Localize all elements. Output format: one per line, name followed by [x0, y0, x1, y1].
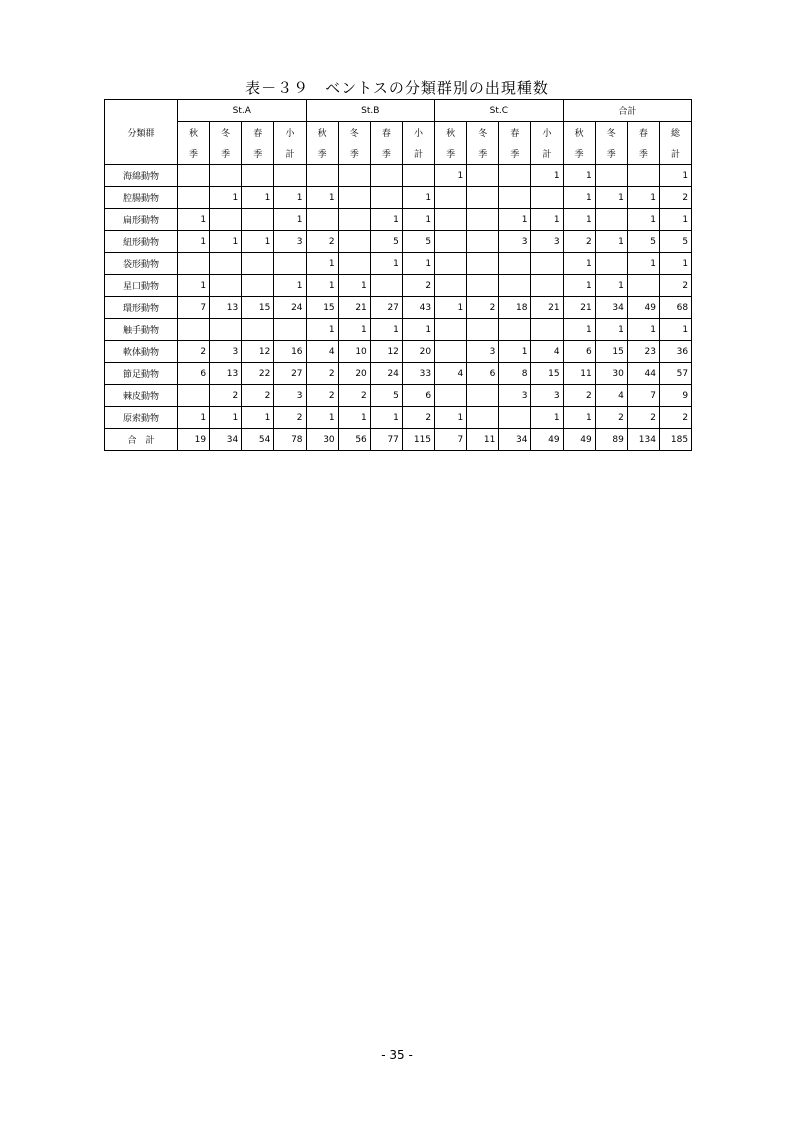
table-cell: 27: [370, 297, 402, 319]
table-cell: 33: [402, 363, 434, 385]
table-cell: 44: [627, 363, 659, 385]
table-cell: [178, 187, 210, 209]
table-cell: 1: [595, 231, 627, 253]
table-cell: 1: [210, 407, 242, 429]
table-cell: 1: [242, 187, 274, 209]
row-label: 棘皮動物: [105, 385, 178, 407]
table-cell: [242, 165, 274, 187]
table-row: [105, 319, 692, 341]
row-label-header: 分類群: [105, 100, 178, 165]
table-cell: 3: [274, 385, 306, 407]
table-cell: 3: [210, 341, 242, 363]
table-cell: [499, 187, 531, 209]
table-cell: [274, 165, 306, 187]
table-row: [105, 253, 692, 275]
season-header: 小: [274, 122, 306, 144]
table-cell: 3: [499, 231, 531, 253]
table-cell: 1: [210, 187, 242, 209]
table-cell: 1: [370, 253, 402, 275]
table-cell: 30: [306, 429, 338, 451]
table-cell: 2: [338, 385, 370, 407]
table-cell: 23: [627, 341, 659, 363]
table-cell: 6: [178, 363, 210, 385]
table-cell: 1: [595, 187, 627, 209]
table-cell: 3: [531, 385, 563, 407]
table-cell: 3: [499, 385, 531, 407]
table-cell: 3: [531, 231, 563, 253]
table-cell: 3: [274, 231, 306, 253]
table-cell: 27: [274, 363, 306, 385]
table-cell: [435, 209, 467, 231]
table-cell: [210, 209, 242, 231]
table-cell: 1: [531, 209, 563, 231]
season-header: 季: [595, 143, 627, 165]
season-header: 冬: [338, 122, 370, 144]
table-cell: 1: [370, 319, 402, 341]
table-cell: 10: [338, 341, 370, 363]
row-label: 節足動物: [105, 363, 178, 385]
table-cell: 1: [499, 341, 531, 363]
group-header: St.A: [178, 100, 307, 122]
table-cell: [242, 275, 274, 297]
table-cell: 21: [338, 297, 370, 319]
table-cell: 1: [338, 407, 370, 429]
group-header: 合計: [563, 100, 692, 122]
table-cell: 22: [242, 363, 274, 385]
season-header: 小: [531, 122, 563, 144]
table-cell: [210, 165, 242, 187]
table-cell: 1: [563, 187, 595, 209]
table-cell: 5: [370, 231, 402, 253]
table-cell: [467, 231, 499, 253]
table-cell: [435, 385, 467, 407]
table-cell: [435, 275, 467, 297]
table-row: [105, 363, 692, 385]
table-cell: 1: [338, 275, 370, 297]
table-cell: [595, 253, 627, 275]
table-cell: [338, 231, 370, 253]
table-cell: 1: [659, 319, 691, 341]
table-cell: [499, 407, 531, 429]
table-row: [105, 165, 692, 187]
table-cell: [370, 275, 402, 297]
table-cell: [499, 275, 531, 297]
table-cell: 34: [499, 429, 531, 451]
table-cell: 2: [467, 297, 499, 319]
table-cell: 34: [210, 429, 242, 451]
row-label: 袋形動物: [105, 253, 178, 275]
table-cell: [499, 319, 531, 341]
row-label: 環形動物: [105, 297, 178, 319]
row-label: 紐形動物: [105, 231, 178, 253]
table-cell: 6: [402, 385, 434, 407]
table-cell: 1: [659, 165, 691, 187]
table-cell: [467, 253, 499, 275]
table-cell: 15: [242, 297, 274, 319]
table-cell: [435, 231, 467, 253]
row-label: 軟体動物: [105, 341, 178, 363]
table-cell: [338, 209, 370, 231]
season-header: 春: [370, 122, 402, 144]
season-header: 総: [659, 122, 691, 144]
table-cell: [370, 165, 402, 187]
table-cell: 11: [563, 363, 595, 385]
table-cell: 19: [178, 429, 210, 451]
table-cell: 4: [531, 341, 563, 363]
table-cell: [627, 275, 659, 297]
table-cell: [467, 407, 499, 429]
table-cell: 18: [499, 297, 531, 319]
table-cell: 13: [210, 297, 242, 319]
table-cell: [595, 165, 627, 187]
group-header: St.C: [435, 100, 564, 122]
season-header: 春: [242, 122, 274, 144]
table-cell: [467, 209, 499, 231]
table-cell: 1: [563, 165, 595, 187]
table-cell: 8: [499, 363, 531, 385]
table-cell: 1: [563, 253, 595, 275]
season-header: 小: [402, 122, 434, 144]
table-cell: 1: [402, 253, 434, 275]
table-cell: 1: [178, 407, 210, 429]
table-cell: [467, 385, 499, 407]
season-header: 計: [531, 143, 563, 165]
table-cell: [467, 319, 499, 341]
table-cell: 1: [306, 319, 338, 341]
table-cell: [595, 209, 627, 231]
table-cell: [370, 187, 402, 209]
table-cell: [435, 253, 467, 275]
season-header: 季: [435, 143, 467, 165]
table-cell: 7: [178, 297, 210, 319]
table-cell: 2: [242, 385, 274, 407]
table-cell: 1: [563, 407, 595, 429]
table-cell: 1: [306, 407, 338, 429]
table-cell: 1: [402, 319, 434, 341]
page-number: - 35 -: [381, 1048, 413, 1062]
table-cell: 3: [467, 341, 499, 363]
season-header: 季: [627, 143, 659, 165]
group-header: St.B: [306, 100, 435, 122]
table-cell: 89: [595, 429, 627, 451]
season-header: 計: [402, 143, 434, 165]
season-header: 季: [210, 143, 242, 165]
table-cell: 54: [242, 429, 274, 451]
season-header: 計: [274, 143, 306, 165]
table-cell: 2: [659, 407, 691, 429]
season-header: 秋: [563, 122, 595, 144]
table-cell: 115: [402, 429, 434, 451]
table-cell: 1: [595, 275, 627, 297]
table-row: [105, 187, 692, 209]
table-cell: 1: [210, 231, 242, 253]
table-cell: 16: [274, 341, 306, 363]
table-cell: 134: [627, 429, 659, 451]
table-cell: 1: [627, 187, 659, 209]
table-cell: 1: [595, 319, 627, 341]
table-cell: 13: [210, 363, 242, 385]
table-cell: [435, 341, 467, 363]
row-label: 原索動物: [105, 407, 178, 429]
table-cell: 2: [178, 341, 210, 363]
table-cell: [242, 319, 274, 341]
table-cell: [627, 165, 659, 187]
table-cell: 15: [595, 341, 627, 363]
table-cell: [467, 187, 499, 209]
table-cell: [531, 275, 563, 297]
table-cell: 2: [563, 385, 595, 407]
table-cell: 1: [627, 319, 659, 341]
season-header: 冬: [595, 122, 627, 144]
table-cell: [210, 319, 242, 341]
table-cell: 24: [370, 363, 402, 385]
table-cell: 1: [499, 209, 531, 231]
table-cell: 2: [274, 407, 306, 429]
row-label: 星口動物: [105, 275, 178, 297]
table-cell: 1: [531, 407, 563, 429]
table-cell: 24: [274, 297, 306, 319]
table-cell: 1: [338, 319, 370, 341]
table-cell: 2: [659, 187, 691, 209]
table-cell: [338, 253, 370, 275]
table-cell: [531, 319, 563, 341]
table-row: [105, 231, 692, 253]
table-cell: [467, 275, 499, 297]
benthos-table: [104, 99, 692, 451]
table-cell: [499, 253, 531, 275]
season-header: 秋: [178, 122, 210, 144]
table-cell: 1: [274, 187, 306, 209]
table-row: [105, 407, 692, 429]
table-cell: [338, 165, 370, 187]
season-header: 秋: [306, 122, 338, 144]
table-cell: 1: [435, 407, 467, 429]
table-cell: [274, 319, 306, 341]
table-cell: [435, 187, 467, 209]
table-cell: 1: [627, 209, 659, 231]
table-cell: 1: [627, 253, 659, 275]
table-cell: 15: [531, 363, 563, 385]
table-title: 表－３９ ベントスの分類群別の出現種数: [245, 79, 549, 97]
table-cell: 1: [563, 319, 595, 341]
table-cell: 5: [402, 231, 434, 253]
table-cell: 49: [531, 429, 563, 451]
table-cell: 49: [563, 429, 595, 451]
season-header: 季: [563, 143, 595, 165]
table-cell: 7: [435, 429, 467, 451]
table-cell: 6: [563, 341, 595, 363]
table-cell: 2: [210, 385, 242, 407]
table-cell: [531, 187, 563, 209]
table-cell: 1: [370, 209, 402, 231]
season-header: 秋: [435, 122, 467, 144]
table-cell: 1: [563, 209, 595, 231]
table-cell: 11: [467, 429, 499, 451]
season-header: 季: [499, 143, 531, 165]
season-header: 季: [306, 143, 338, 165]
table-row: [105, 297, 692, 319]
table-cell: 36: [659, 341, 691, 363]
table-cell: [178, 385, 210, 407]
season-header: 春: [499, 122, 531, 144]
table-cell: 9: [659, 385, 691, 407]
table-cell: 1: [306, 253, 338, 275]
season-header: 冬: [467, 122, 499, 144]
table-cell: [210, 253, 242, 275]
table-cell: 21: [531, 297, 563, 319]
table-cell: 12: [242, 341, 274, 363]
table-cell: 2: [563, 231, 595, 253]
table-cell: 1: [242, 231, 274, 253]
table-cell: 2: [595, 407, 627, 429]
table-cell: 4: [306, 341, 338, 363]
season-header: 季: [370, 143, 402, 165]
table-cell: [306, 165, 338, 187]
table-cell: 1: [402, 187, 434, 209]
table-cell: [242, 253, 274, 275]
table-cell: 68: [659, 297, 691, 319]
table-cell: [499, 165, 531, 187]
season-header: 春: [627, 122, 659, 144]
table-cell: 20: [402, 341, 434, 363]
table-cell: 20: [338, 363, 370, 385]
table-cell: 1: [435, 165, 467, 187]
table-cell: 1: [659, 253, 691, 275]
table-cell: 1: [435, 297, 467, 319]
table-cell: 2: [402, 407, 434, 429]
table-header: [105, 100, 692, 165]
table-cell: [178, 319, 210, 341]
table-cell: 77: [370, 429, 402, 451]
table-cell: 1: [370, 407, 402, 429]
table-cell: [210, 275, 242, 297]
row-label: 腔腸動物: [105, 187, 178, 209]
table-cell: 78: [274, 429, 306, 451]
table-cell: [531, 253, 563, 275]
table-cell: 2: [306, 231, 338, 253]
season-header: 冬: [210, 122, 242, 144]
table-cell: 1: [178, 231, 210, 253]
table-cell: 34: [595, 297, 627, 319]
table-cell: 30: [595, 363, 627, 385]
table-cell: 185: [659, 429, 691, 451]
table-cell: [274, 253, 306, 275]
row-label: 合 計: [105, 429, 178, 451]
table-cell: [178, 165, 210, 187]
row-label: 海綿動物: [105, 165, 178, 187]
table-cell: 15: [306, 297, 338, 319]
table-cell: 1: [563, 275, 595, 297]
table-cell: 4: [595, 385, 627, 407]
table-cell: 1: [306, 275, 338, 297]
table-row: [105, 429, 692, 451]
table-cell: 5: [659, 231, 691, 253]
table-cell: 43: [402, 297, 434, 319]
season-header: 計: [659, 143, 691, 165]
season-header: 季: [242, 143, 274, 165]
table-cell: 4: [435, 363, 467, 385]
table-cell: 1: [242, 407, 274, 429]
table-row: [105, 275, 692, 297]
table-cell: 2: [306, 363, 338, 385]
row-label: 扁形動物: [105, 209, 178, 231]
table-cell: 2: [659, 275, 691, 297]
table-cell: 1: [659, 209, 691, 231]
table-cell: 6: [467, 363, 499, 385]
season-header: 季: [338, 143, 370, 165]
table-cell: 2: [627, 407, 659, 429]
table-cell: [467, 165, 499, 187]
table-cell: 5: [370, 385, 402, 407]
table-cell: 1: [178, 275, 210, 297]
table-cell: 5: [627, 231, 659, 253]
table-cell: [178, 253, 210, 275]
table-row: [105, 341, 692, 363]
table-cell: 2: [306, 385, 338, 407]
table-cell: 1: [402, 209, 434, 231]
table-cell: 1: [178, 209, 210, 231]
table-cell: 7: [627, 385, 659, 407]
season-header: 季: [178, 143, 210, 165]
table-cell: [435, 319, 467, 341]
table-cell: 1: [531, 165, 563, 187]
table-cell: 1: [274, 209, 306, 231]
table-cell: 1: [306, 187, 338, 209]
table-cell: 57: [659, 363, 691, 385]
table-cell: [306, 209, 338, 231]
table-cell: [402, 165, 434, 187]
table-body: [105, 165, 692, 451]
table-row: [105, 209, 692, 231]
table-row: [105, 385, 692, 407]
table-cell: [242, 209, 274, 231]
table-cell: 49: [627, 297, 659, 319]
table-cell: 21: [563, 297, 595, 319]
season-header: 季: [467, 143, 499, 165]
row-label: 触手動物: [105, 319, 178, 341]
table-cell: [338, 187, 370, 209]
table-cell: 2: [402, 275, 434, 297]
table-cell: 12: [370, 341, 402, 363]
table-cell: 56: [338, 429, 370, 451]
table-cell: 1: [274, 275, 306, 297]
